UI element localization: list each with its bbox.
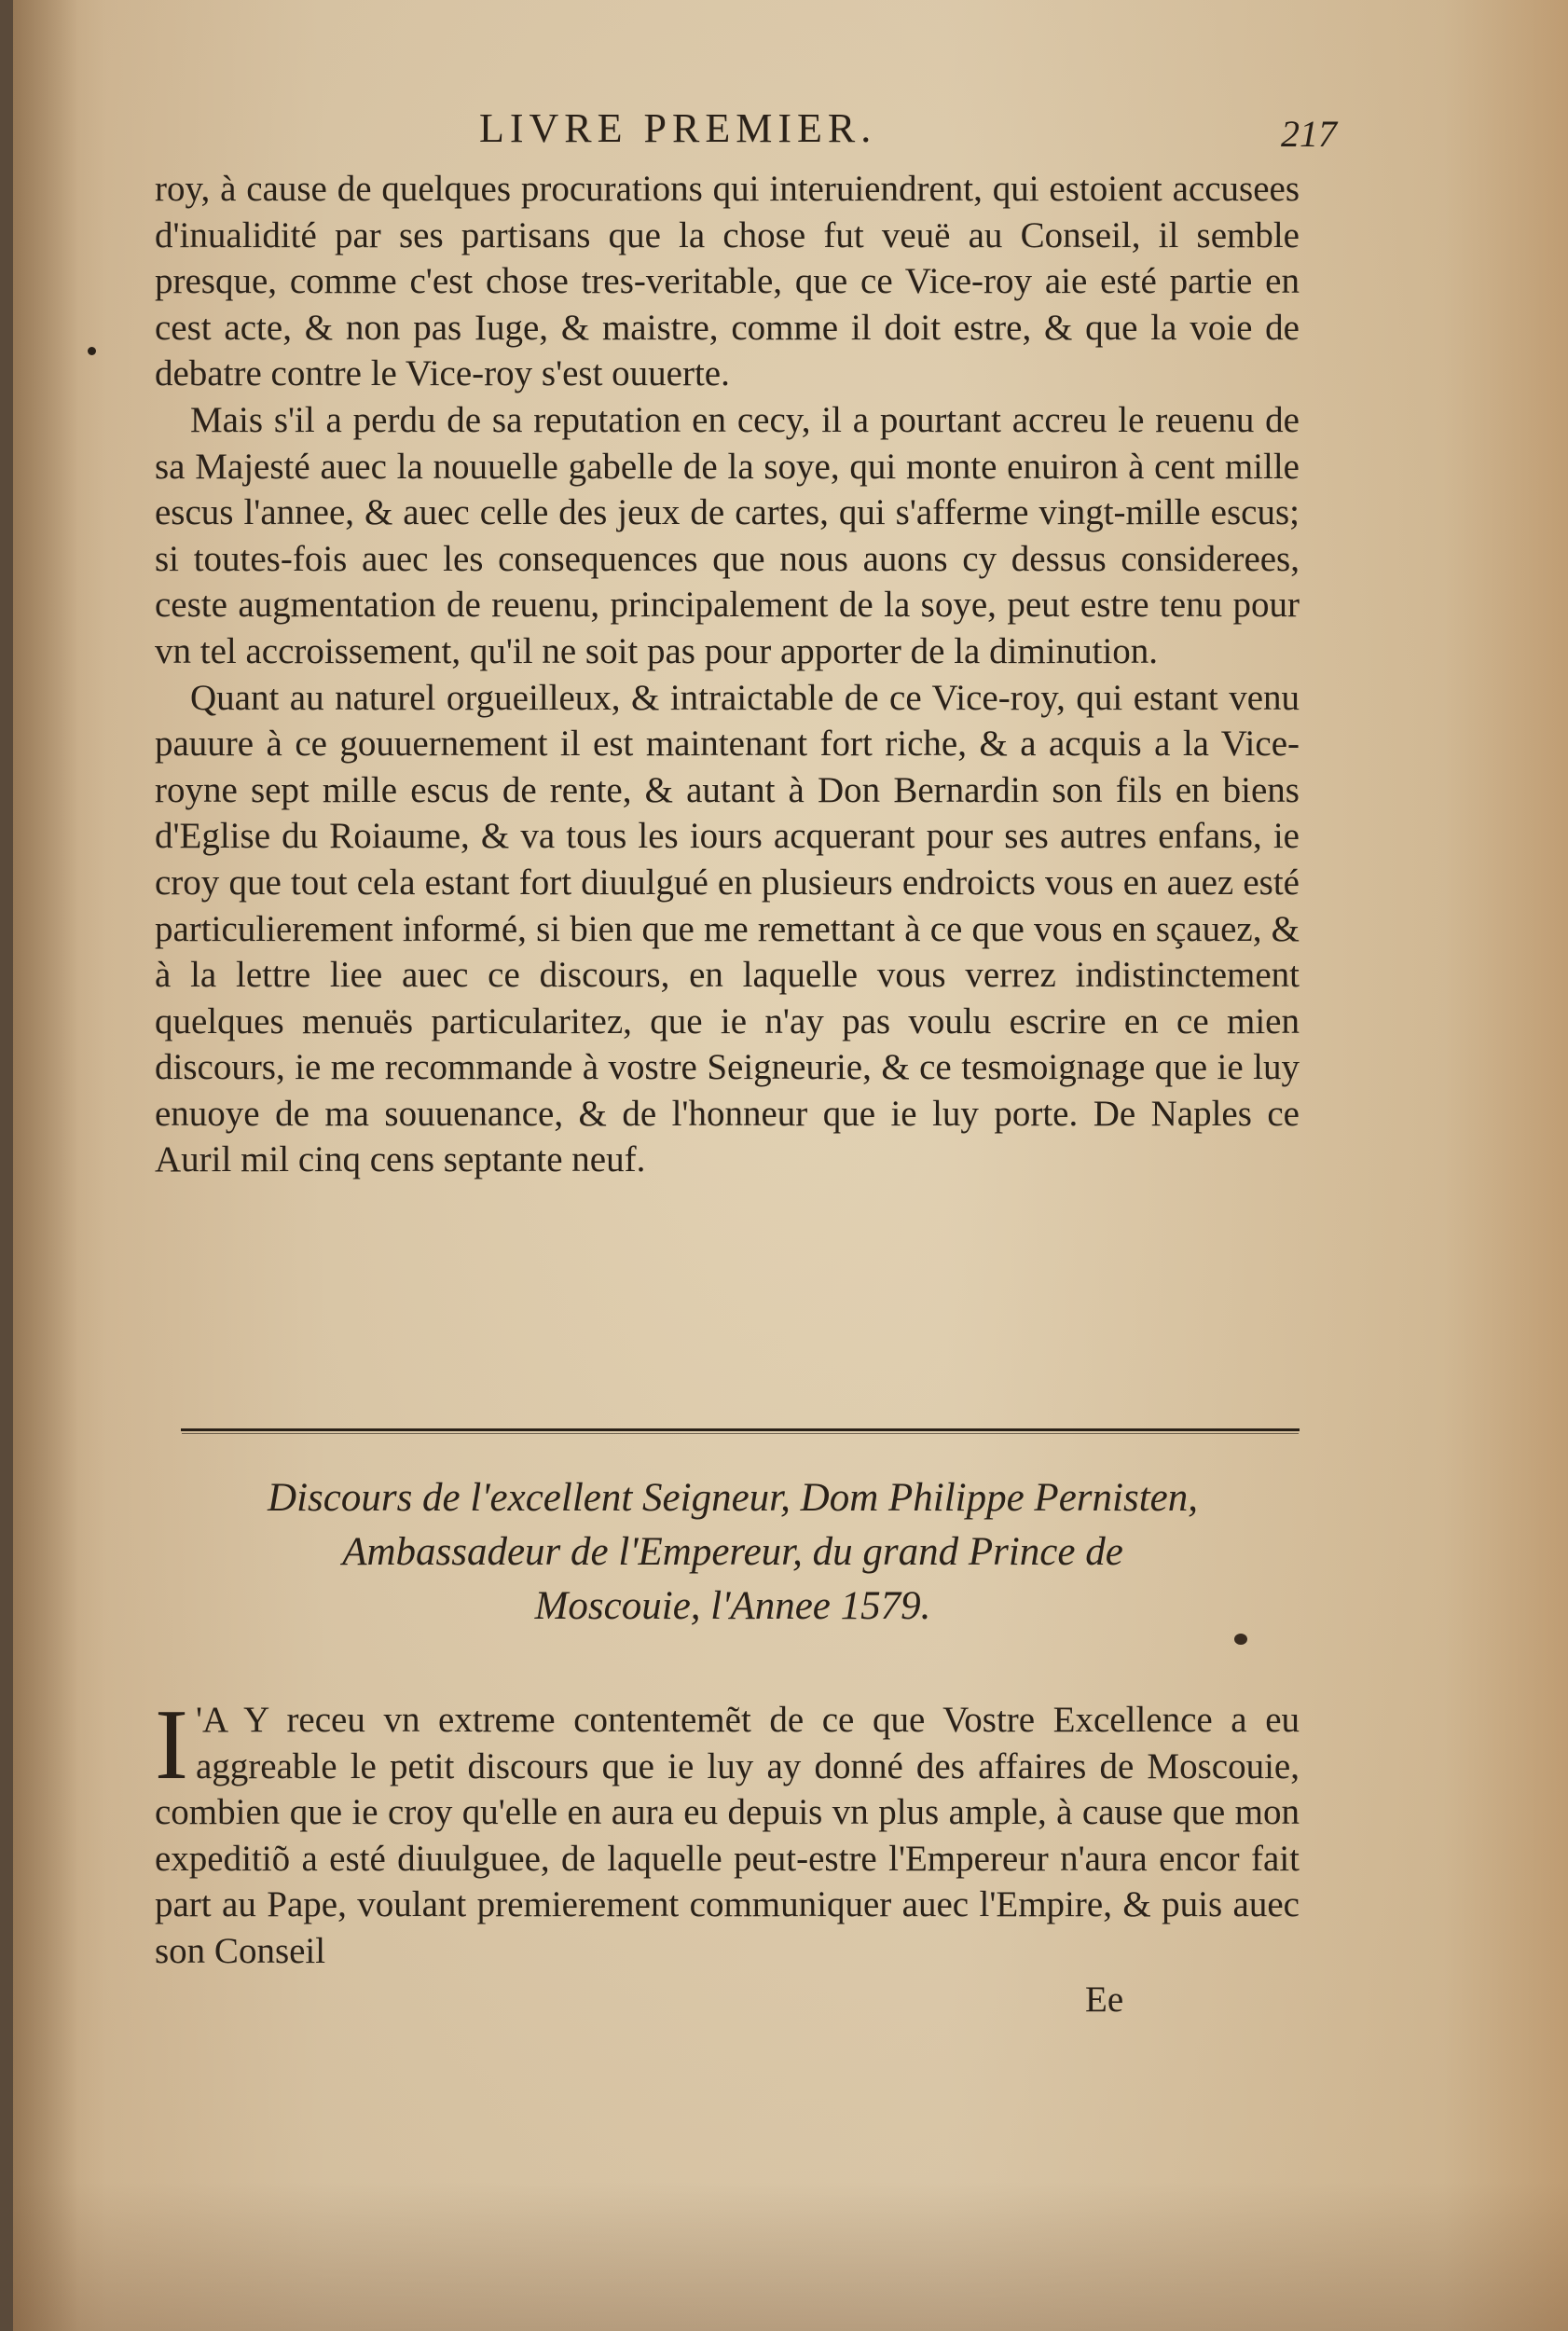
paragraph-continuation: roy, à cause de quelques procurations qui interuiendrent, qui estoient accusees d'inualidité par ses partisans que la chose fut veuë au Conseil, il semble presque, comme c'est chose tres-veritable, que ce Vice-roy aie esté partie en cest acte, & non pas Iuge, & maistre, comme il doit estre, & que la voie de debatre contre le Vice-roy s'est ouuerte. (155, 169, 1300, 394)
heading-line-2: Ambassadeur de l'Empereur, du grand Prince de (342, 1530, 1123, 1574)
section-heading (155, 1471, 1311, 1634)
margin-ink-mark (88, 347, 96, 355)
ink-blot (1234, 1634, 1247, 1645)
signature-mark: Ee (1085, 1979, 1124, 2020)
heading-line-1: Discours de l'excellent Seigneur, Dom Philippe Pernisten, (268, 1476, 1198, 1520)
text-block-discourse (155, 1690, 1300, 1975)
page-number: 217 (1281, 113, 1337, 155)
paragraph-discourse: 'A Y receu vn extreme contentemẽt de ce que Vostre Excellence a eu aggreable le petit discours que ie luy ay donné des affaires de Moscouie, combien que ie croy qu'elle en aura eu depuis vn plus ample, à cause que mon expeditiõ a esté diuulguee, de laquelle peut-estre l'Empereur n'aura encor fait part au Pape, voulant premierement communiquer auec l'Empire, & puis auec son Conseil (155, 1700, 1300, 1971)
paragraph-revenue: Mais s'il a perdu de sa reputation en cecy, il a pourtant accreu le reuenu de sa Majesté auec la nouuelle gabelle de la soye, qui monte enuiron à cent mille escus l'annee, & auec celle des jeux de cartes, qui s'afferme vingt-mille escus; si toutes-fois auec les consequences que nous auons cy dessus considerees, ceste augmentation de reuenu, principalement de la soye, peut estre tenu pour vn tel accroissement, qu'il ne soit pas pour apporter de la diminution. (155, 399, 1300, 671)
running-title: LIVRE PREMIER. (479, 105, 877, 151)
paragraph-viceroy: Quant au naturel orgueilleux, & intraictable de ce Vice-roy, qui estant venu pauure à ce gouuernement il est maintenant fort riche, & a acquis a la Vice-royne sept mille escus de rente, & autant à Don Bernardin son fils en biens d'Eglise du Roiaume, & va tous les iours acquerant pour ses autres enfans, ie croy que tout cela estant fort diuulgué en plusieurs endroicts vous en auez esté particulierement informé, si bien que me remettant à ce que vous en sçauez, & à la lettre liee auec ce discours, en laquelle vous verrez indistinctement quelques menuës particularitez, que ie n'ay pas voulu escrire en ce mien discours, ie me recommande à vostre Seigneurie, & ce tesmoignage que ie luy enuoye de ma souuenance, & de l'honneur que ie luy porte. De Naples ce Auril mil cinq cens septante neuf. (155, 677, 1300, 1180)
running-head (153, 104, 1337, 160)
heading-line-3: Moscouie, l'Annee 1579. (534, 1584, 931, 1628)
text-block-top (155, 166, 1300, 1183)
drop-cap: I (155, 1690, 188, 1800)
section-divider (181, 1428, 1300, 1431)
book-page (13, 0, 1568, 2331)
